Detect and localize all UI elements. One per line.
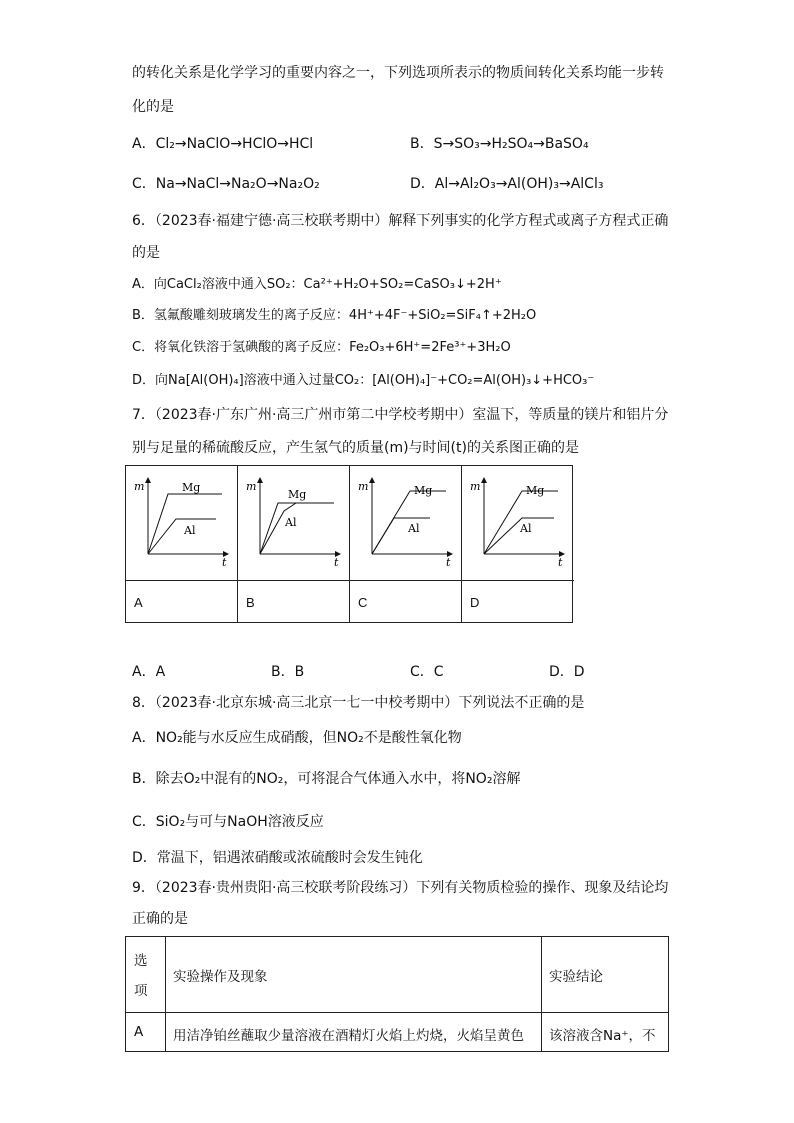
q8-option-b: B．除去O₂中混有的NO₂，可将混合气体通入水中，将NO₂溶解 (132, 771, 521, 787)
table-header-operation: 实验操作及现象 (173, 969, 268, 985)
axis-label-m: m (246, 480, 257, 493)
q8-option-a: A．NO₂能与水反应生成硝酸，但NO₂不是酸性氧化物 (132, 730, 462, 746)
table-header-option-1: 选 (134, 953, 148, 969)
q5-option-c: C．Na→NaCl→Na₂O→Na₂O₂ (132, 176, 320, 192)
q6-stem-2: 的是 (132, 245, 160, 261)
q6-option-b: B．氢氟酸雕刻玻璃发生的离子反应：4H⁺+4F⁻+SiO₂=SiF₄↑+2H₂O (132, 308, 537, 323)
series-label-mg: Mg (414, 484, 433, 497)
q7-stem-1: 7．（2023春·广东广州·高三广州市第二中学校考期中）室温下，等质量的镁片和铝片分 (132, 407, 669, 423)
q5-option-b: B．S→SO₃→H₂SO₄→BaSO₄ (410, 136, 589, 152)
graph-d-svg (462, 466, 574, 580)
series-label-mg: Mg (288, 488, 307, 501)
graph-c (350, 466, 462, 580)
q6-stem-1: 6．（2023春·福建宁德·高三校联考期中）解释下列事实的化学方程式或离子方程式正确 (132, 213, 669, 229)
q9-table (125, 936, 669, 1052)
graph-label-d: D (462, 580, 574, 622)
graph-a-svg (126, 466, 238, 580)
q8-stem: 8．（2023春·北京东城·高三北京一七一中校考期中）下列说法不正确的是 (132, 695, 585, 711)
axis-label-m: m (134, 480, 145, 493)
q6-option-c: C．将氧化铁溶于氢碘酸的离子反应：Fe₂O₃+6H⁺=2Fe³⁺+3H₂O (132, 340, 511, 355)
axis-label-t: t (446, 556, 451, 569)
series-label-mg: Mg (526, 484, 545, 497)
table-cell-a-option: A (134, 1024, 144, 1040)
graph-label-c: C (350, 580, 462, 622)
graph-a (126, 466, 238, 580)
graph-label-b: B (238, 580, 350, 622)
q7-option-d: D．D (549, 664, 585, 680)
q7-option-a: A．A (132, 664, 166, 680)
q9-stem-2: 正确的是 (132, 911, 188, 927)
q9-stem-1: 9．（2023春·贵州贵阳·高三校联考阶段练习）下列有关物质检验的操作、现象及结论均 (132, 880, 669, 896)
series-label-mg: Mg (182, 481, 201, 494)
q5-option-d: D．Al→Al₂O₃→Al(OH)₃→AlCl₃ (410, 176, 604, 192)
axis-label-m: m (470, 480, 481, 493)
q7-graph-table (125, 465, 573, 623)
q7-stem-2: 别与足量的稀硫酸反应，产生氢气的质量(m)与时间(t)的关系图正确的是 (132, 440, 579, 456)
graph-b (238, 466, 350, 580)
al-line (372, 518, 430, 554)
graph-c-svg (350, 466, 462, 580)
q8-option-c: C．SiO₂与可与NaOH溶液反应 (132, 814, 324, 830)
q6-option-a: A．向CaCl₂溶液中通入SO₂：Ca²⁺+H₂O+SO₂=CaSO₃↓+2H⁺ (132, 277, 502, 292)
q7-option-c: C．C (410, 664, 444, 680)
q8-option-d: D．常温下，铝遇浓硝酸或浓硫酸时会发生钝化 (132, 850, 423, 866)
series-label-al: Al (285, 516, 297, 529)
q7-option-b: B．B (271, 664, 305, 680)
graph-b-svg (238, 466, 350, 580)
intro-line-1: 的转化关系是化学学习的重要内容之一，下列选项所表示的物质间转化关系均能一步转 (132, 65, 664, 81)
q5-option-a: A．Cl₂→NaClO→HClO→HCl (132, 136, 314, 152)
intro-line-2: 化的是 (132, 99, 174, 115)
series-label-al: Al (184, 524, 196, 537)
mg-line (260, 503, 334, 554)
graph-d (462, 466, 574, 580)
axis-label-t: t (558, 556, 563, 569)
series-label-al: Al (408, 522, 420, 535)
table-header-conclusion: 实验结论 (549, 969, 603, 985)
axis-label-t: t (334, 556, 339, 569)
series-label-al: Al (520, 522, 532, 535)
table-cell-a-operation: 用洁净铂丝蘸取少量溶液在酒精灯火焰上灼烧，火焰呈黄色 (173, 1028, 524, 1044)
table-cell-a-conclusion: 该溶液含Na⁺，不 (549, 1028, 656, 1044)
axis-label-t: t (222, 556, 227, 569)
table-header-option-2: 项 (134, 983, 148, 999)
graph-label-a: A (126, 580, 238, 622)
axis-label-m: m (358, 480, 369, 493)
q6-option-d: D．向Na[Al(OH)₄]溶液中通入过量CO₂：[Al(OH)₄]⁻+CO₂=Al(OH)₃↓+HCO₃⁻ (132, 373, 595, 388)
